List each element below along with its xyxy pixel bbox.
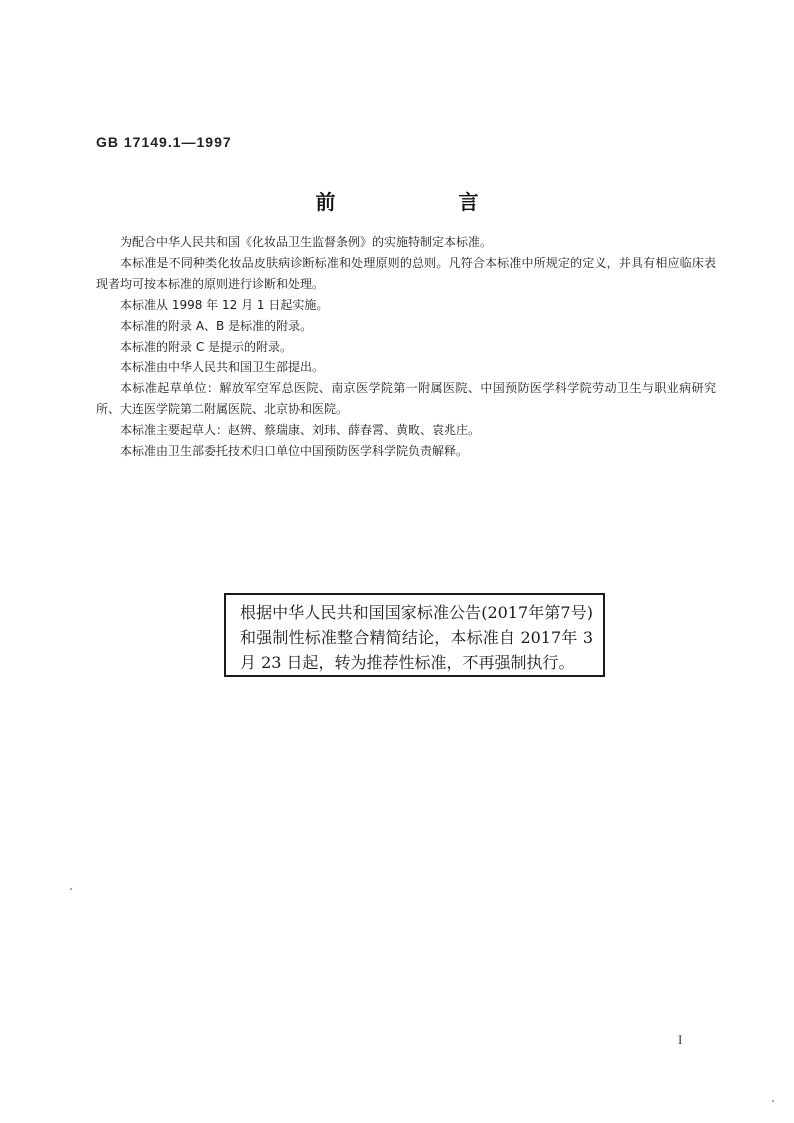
paragraph-informative-appendix: 本标准的附录 C 是提示的附录。 [120, 339, 293, 354]
paragraph-purpose: 为配合中华人民共和国《化妆品卫生监督条例》的实施特制定本标准。 [120, 235, 493, 249]
paragraph-proposer: 本标准由中华人民共和国卫生部提出。 [120, 360, 325, 375]
paragraph-drafters: 本标准主要起草人：赵辨、蔡瑞康、刘玮、薛春霄、黄畋、袁兆庄。 [120, 423, 481, 438]
scan-speck [70, 888, 72, 890]
page-title: 前 言 [315, 190, 537, 214]
notice-box [224, 593, 605, 677]
scan-speck [772, 1100, 774, 1102]
paragraph-normative-appendix: 本标准的附录 A、B 是标准的附录。 [120, 318, 313, 333]
paragraph-interpretation: 本标准由卫生部委托技术归口单位中国预防医学科学院负责解释。 [120, 444, 469, 459]
paragraph-effective-date: 本标准从 1998 年 12 月 1 日起实施。 [120, 297, 329, 312]
page-number: I [678, 1032, 683, 1047]
notice-text: 根据中华人民共和国国家标准公告(2017年第7号)和强制性标准整合精简结论，本标准自 2017年 3 月 23 日起，转为推荐性标准，不再强制执行。 [240, 603, 593, 672]
foreword-body [96, 232, 716, 462]
paragraph-drafting-units: 本标准起草单位：解放军空军总医院、南京医学院第一附属医院、中国预防医学科学院劳动卫生与职业病研究所、大连医学院第二附属医院、北京协和医院。 [96, 381, 716, 417]
standard-code: GB 17149.1—1997 [96, 134, 232, 150]
paragraph-scope: 本标准是不同种类化妆品皮肤病诊断标准和处理原则的总则。凡符合本标准中所规定的定义，并具有相应临床表现者均可按本标准的原则进行诊断和处理。 [96, 255, 716, 291]
